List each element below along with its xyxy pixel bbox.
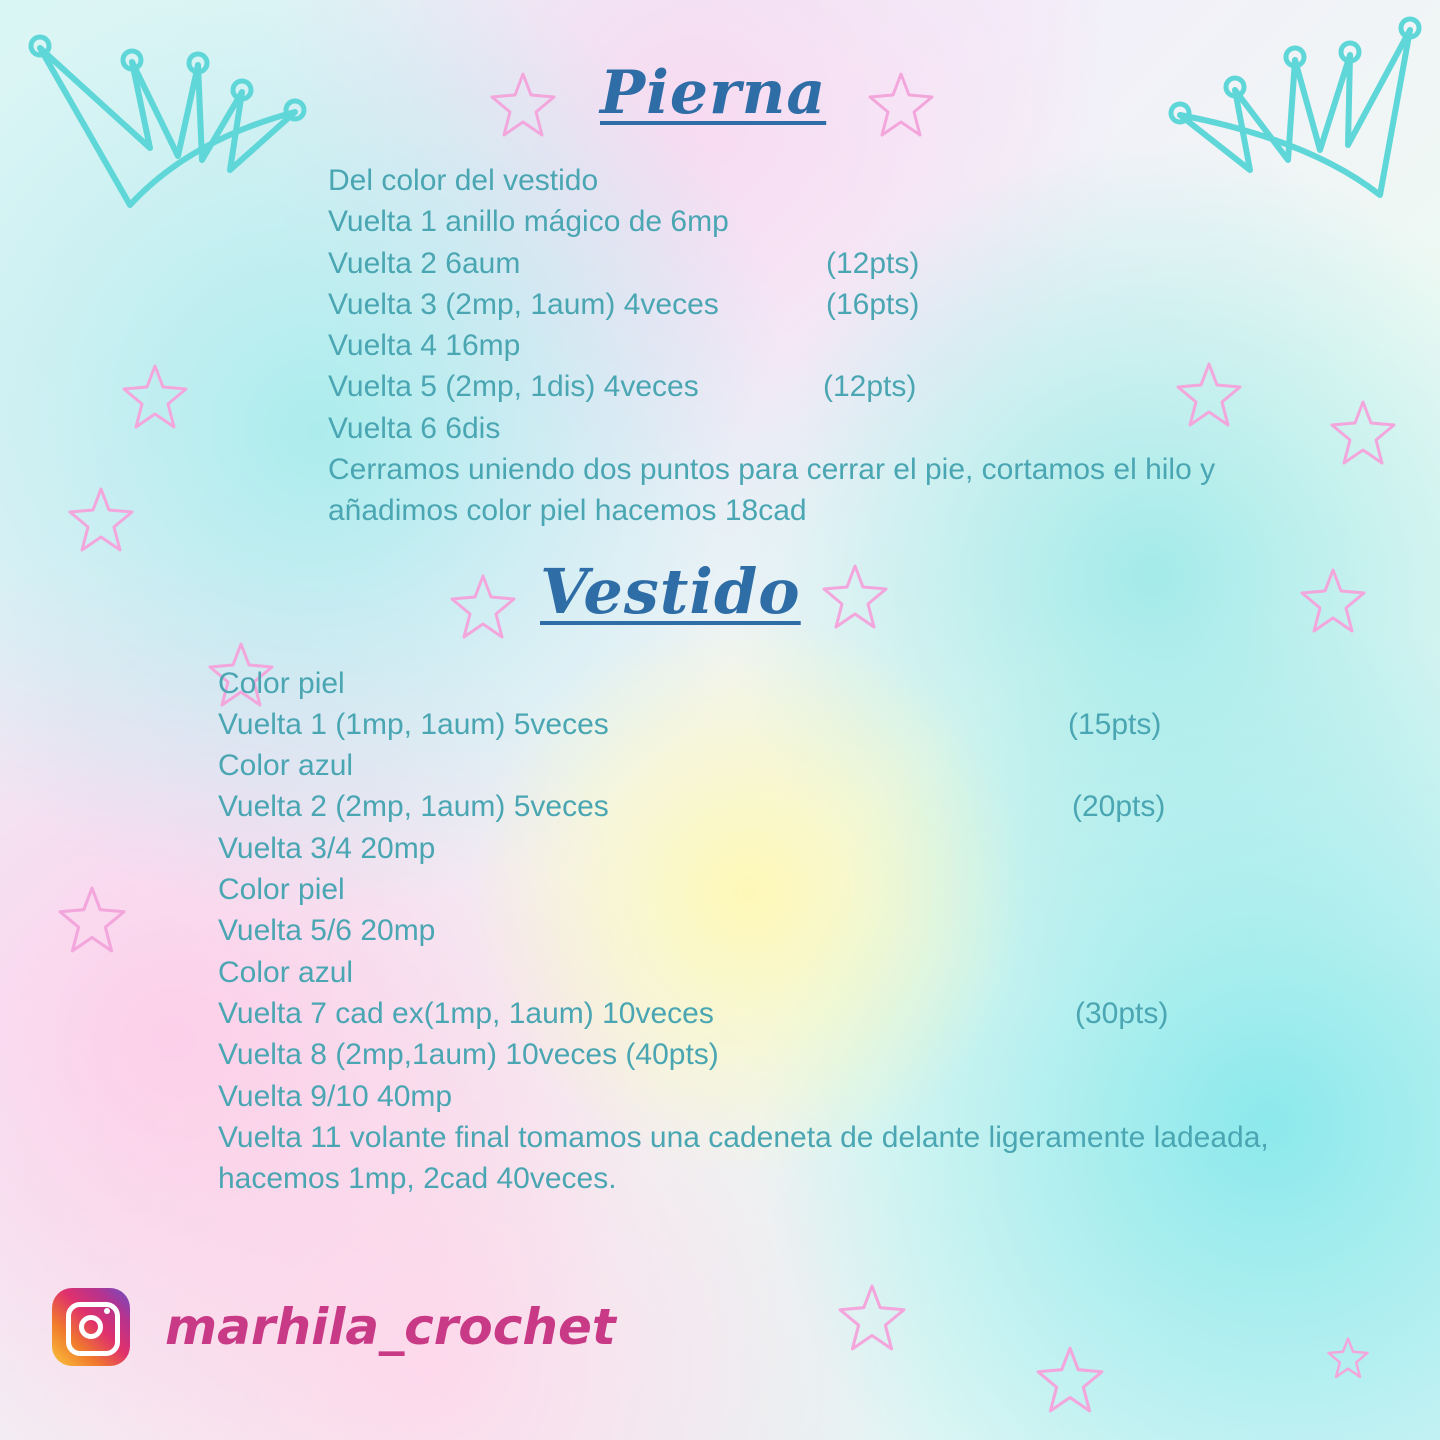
instagram-icon-dot [104,1308,110,1314]
instagram-handle[interactable]: marhila_crochet [165,1298,616,1356]
star-icon [1328,398,1398,468]
instagram-icon-lens [79,1315,103,1339]
pierna-stitch-count: (12pts) [826,247,920,280]
vestido-line: Color piel [218,873,345,906]
star-icon [1034,1344,1106,1416]
pierna-line: Del color del vestido [328,164,599,197]
pierna-line: añadimos color piel hacemos 18cad [328,494,807,527]
pierna-title: Pierna [600,58,827,128]
vestido-stitch-count: (30pts) [1075,997,1169,1030]
star-icon [448,572,518,642]
vestido-line: Vuelta 1 (1mp, 1aum) 5veces [218,708,609,741]
vestido-title: Vestido [540,555,801,628]
vestido-line: hacemos 1mp, 2cad 40veces. [218,1162,617,1195]
star-icon [120,362,190,432]
vestido-stitch-count: (20pts) [1072,790,1166,823]
vestido-line: Vuelta 5/6 20mp [218,914,436,947]
vestido-line: Vuelta 7 cad ex(1mp, 1aum) 10veces [218,997,714,1030]
vestido-line: Vuelta 9/10 40mp [218,1080,453,1113]
vestido-stitch-count: (15pts) [1068,708,1162,741]
pierna-line: Vuelta 6 6dis [328,412,501,445]
instagram-icon[interactable] [52,1288,130,1366]
pierna-line: Vuelta 5 (2mp, 1dis) 4veces [328,370,699,403]
vestido-line: Vuelta 8 (2mp,1aum) 10veces (40pts) [218,1038,719,1071]
star-icon [66,485,136,555]
star-icon [836,1282,908,1354]
pierna-line: Vuelta 2 6aum [328,247,521,280]
pierna-line: Vuelta 3 (2mp, 1aum) 4veces [328,288,719,321]
vestido-line: Color piel [218,667,345,700]
pierna-stitch-count: (16pts) [826,288,920,321]
crown-left-icon [20,20,320,220]
star-icon [866,70,936,140]
star-icon [1174,360,1244,430]
pierna-line: Vuelta 4 16mp [328,329,521,362]
star-icon [56,884,128,956]
vestido-line: Vuelta 3/4 20mp [218,832,436,865]
crown-right-icon [1160,10,1430,220]
pierna-stitch-count: (12pts) [823,370,917,403]
vestido-line: Vuelta 11 volante final tomamos una cadeneta de delante ligeramente ladeada, [218,1121,1269,1154]
vestido-line: Vuelta 2 (2mp, 1aum) 5veces [218,790,609,823]
pierna-line: Vuelta 1 anillo mágico de 6mp [328,205,729,238]
star-icon [488,70,558,140]
vestido-line: Color azul [218,749,354,782]
star-icon [1298,566,1368,636]
star-icon [820,562,890,632]
vestido-line: Color azul [218,956,354,989]
star-icon [1326,1336,1370,1380]
pierna-line: Cerramos uniendo dos puntos para cerrar el pie, cortamos el hilo y [328,453,1216,486]
